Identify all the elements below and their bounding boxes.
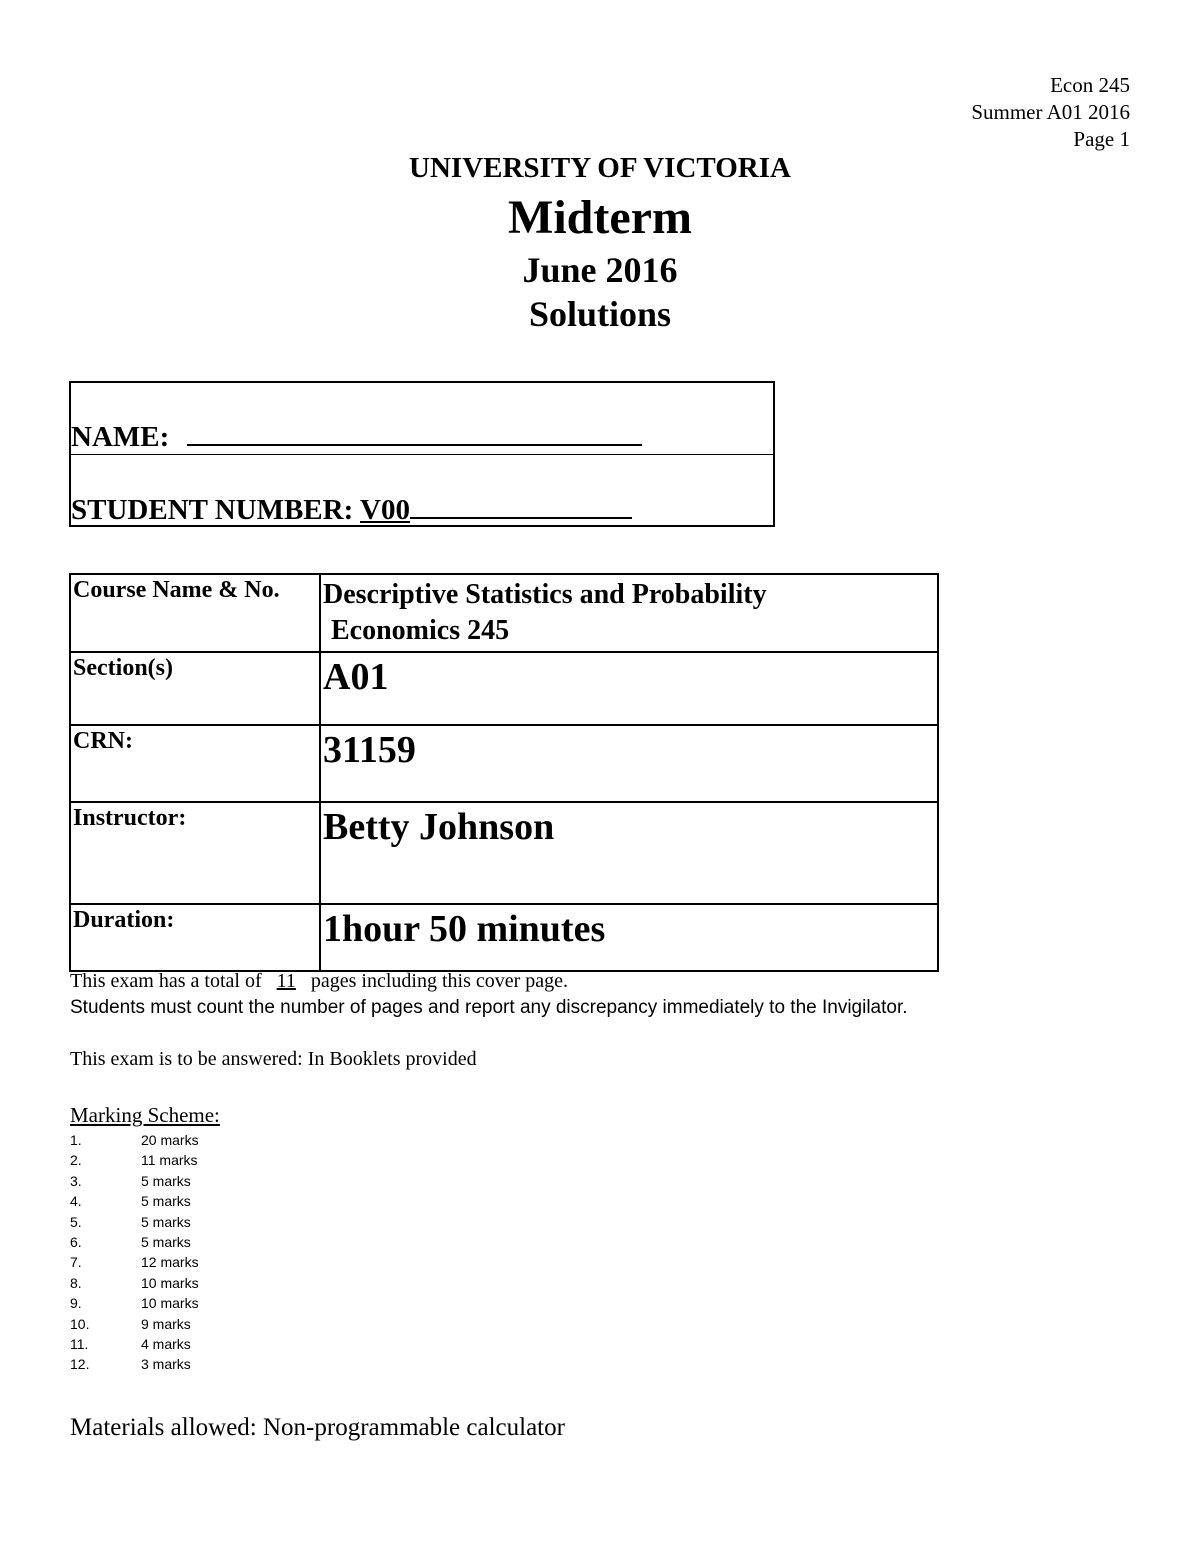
marking-scheme-item: [70, 1354, 199, 1374]
instructor-label: Instructor:: [70, 802, 320, 904]
course-value: [320, 574, 938, 652]
name-row: [71, 383, 773, 455]
question-number: 10.: [70, 1315, 90, 1332]
student-number-prefix: V00: [360, 494, 410, 526]
question-number: 8.: [70, 1274, 82, 1291]
page-header: [971, 72, 1130, 153]
marking-scheme-item: [70, 1314, 199, 1334]
marking-scheme-item: [70, 1171, 199, 1191]
table-row-section: [70, 652, 938, 725]
name-label: NAME:: [71, 421, 170, 453]
question-number: 12.: [70, 1356, 90, 1373]
course-label: Course Name & No.: [70, 574, 320, 652]
marking-scheme-item: [70, 1150, 199, 1170]
student-number-label: STUDENT NUMBER:: [71, 494, 354, 526]
duration-label: Duration:: [70, 904, 320, 971]
question-number: 5.: [70, 1213, 82, 1230]
question-number: 1.: [70, 1132, 82, 1148]
marking-scheme-item: [70, 1334, 199, 1354]
question-number: 9.: [70, 1295, 82, 1312]
question-marks: 11 marks: [141, 1152, 198, 1169]
section-label: Section(s): [70, 652, 320, 725]
page-count-note: [70, 970, 568, 993]
marking-scheme-item: [70, 1130, 199, 1150]
header-course: Econ 245: [1050, 73, 1130, 97]
question-number: 2.: [70, 1152, 82, 1169]
question-marks: 20 marks: [141, 1132, 199, 1148]
name-blank[interactable]: [187, 420, 642, 446]
table-row-instructor: [70, 802, 938, 904]
marking-scheme-list: [70, 1130, 199, 1375]
materials-allowed: Materials allowed: Non-programmable calculator: [70, 1414, 565, 1441]
marking-scheme-item: [70, 1273, 199, 1293]
question-number: 7.: [70, 1254, 82, 1271]
section-value: A01: [320, 652, 938, 725]
exam-date: June 2016: [522, 250, 678, 290]
marking-scheme-item: [70, 1252, 199, 1272]
question-marks: 12 marks: [141, 1254, 199, 1271]
table-row-duration: [70, 904, 938, 971]
question-marks: 10 marks: [141, 1295, 199, 1312]
marking-scheme-item: [70, 1232, 199, 1252]
marking-scheme-item: [70, 1212, 199, 1232]
header-page: Page 1: [1073, 127, 1130, 151]
student-number-blank[interactable]: [410, 493, 632, 519]
course-number: Economics 245: [331, 615, 510, 646]
duration-value: 1hour 50 minutes: [320, 904, 938, 971]
pages-text-after: pages including this cover page.: [310, 970, 569, 992]
table-row-course: [70, 574, 938, 652]
marking-scheme-title: Marking Scheme:: [70, 1103, 220, 1127]
table-row-crn: [70, 725, 938, 802]
count-instruction: Students must count the number of pages and report any discrepancy immediately to the Invigilator.: [70, 997, 908, 1018]
question-marks: 5 marks: [141, 1193, 191, 1210]
course-name: Descriptive Statistics and Probability: [323, 579, 767, 610]
exam-subtitle: Solutions: [528, 294, 672, 334]
answer-instruction: This exam is to be answered: In Booklets provided: [70, 1048, 477, 1070]
student-info-box: [69, 381, 775, 527]
question-marks: 10 marks: [141, 1274, 199, 1291]
question-marks: 3 marks: [141, 1356, 191, 1373]
university-name: UNIVERSITY OF VICTORIA: [409, 152, 791, 184]
header-term: Summer A01 2016: [971, 100, 1130, 124]
instructor-value: Betty Johnson: [320, 802, 938, 904]
course-info-table: [69, 573, 939, 972]
question-number: 4.: [70, 1193, 82, 1210]
question-number: 6.: [70, 1234, 82, 1251]
question-marks: 4 marks: [141, 1336, 191, 1353]
question-number: 3.: [70, 1172, 82, 1189]
pages-text-before: This exam has a total of: [70, 970, 262, 992]
question-number: 11.: [70, 1336, 89, 1353]
crn-label: CRN:: [70, 725, 320, 802]
question-marks: 5 marks: [141, 1172, 191, 1189]
question-marks: 9 marks: [141, 1315, 191, 1332]
crn-value: 31159: [320, 725, 938, 802]
exam-title: Midterm: [508, 191, 692, 244]
marking-scheme-item: [70, 1293, 199, 1313]
question-marks: 5 marks: [141, 1234, 191, 1251]
question-marks: 5 marks: [141, 1213, 191, 1230]
pages-count: 11: [276, 970, 296, 992]
marking-scheme-item: [70, 1191, 199, 1211]
student-number-row: [71, 455, 773, 527]
